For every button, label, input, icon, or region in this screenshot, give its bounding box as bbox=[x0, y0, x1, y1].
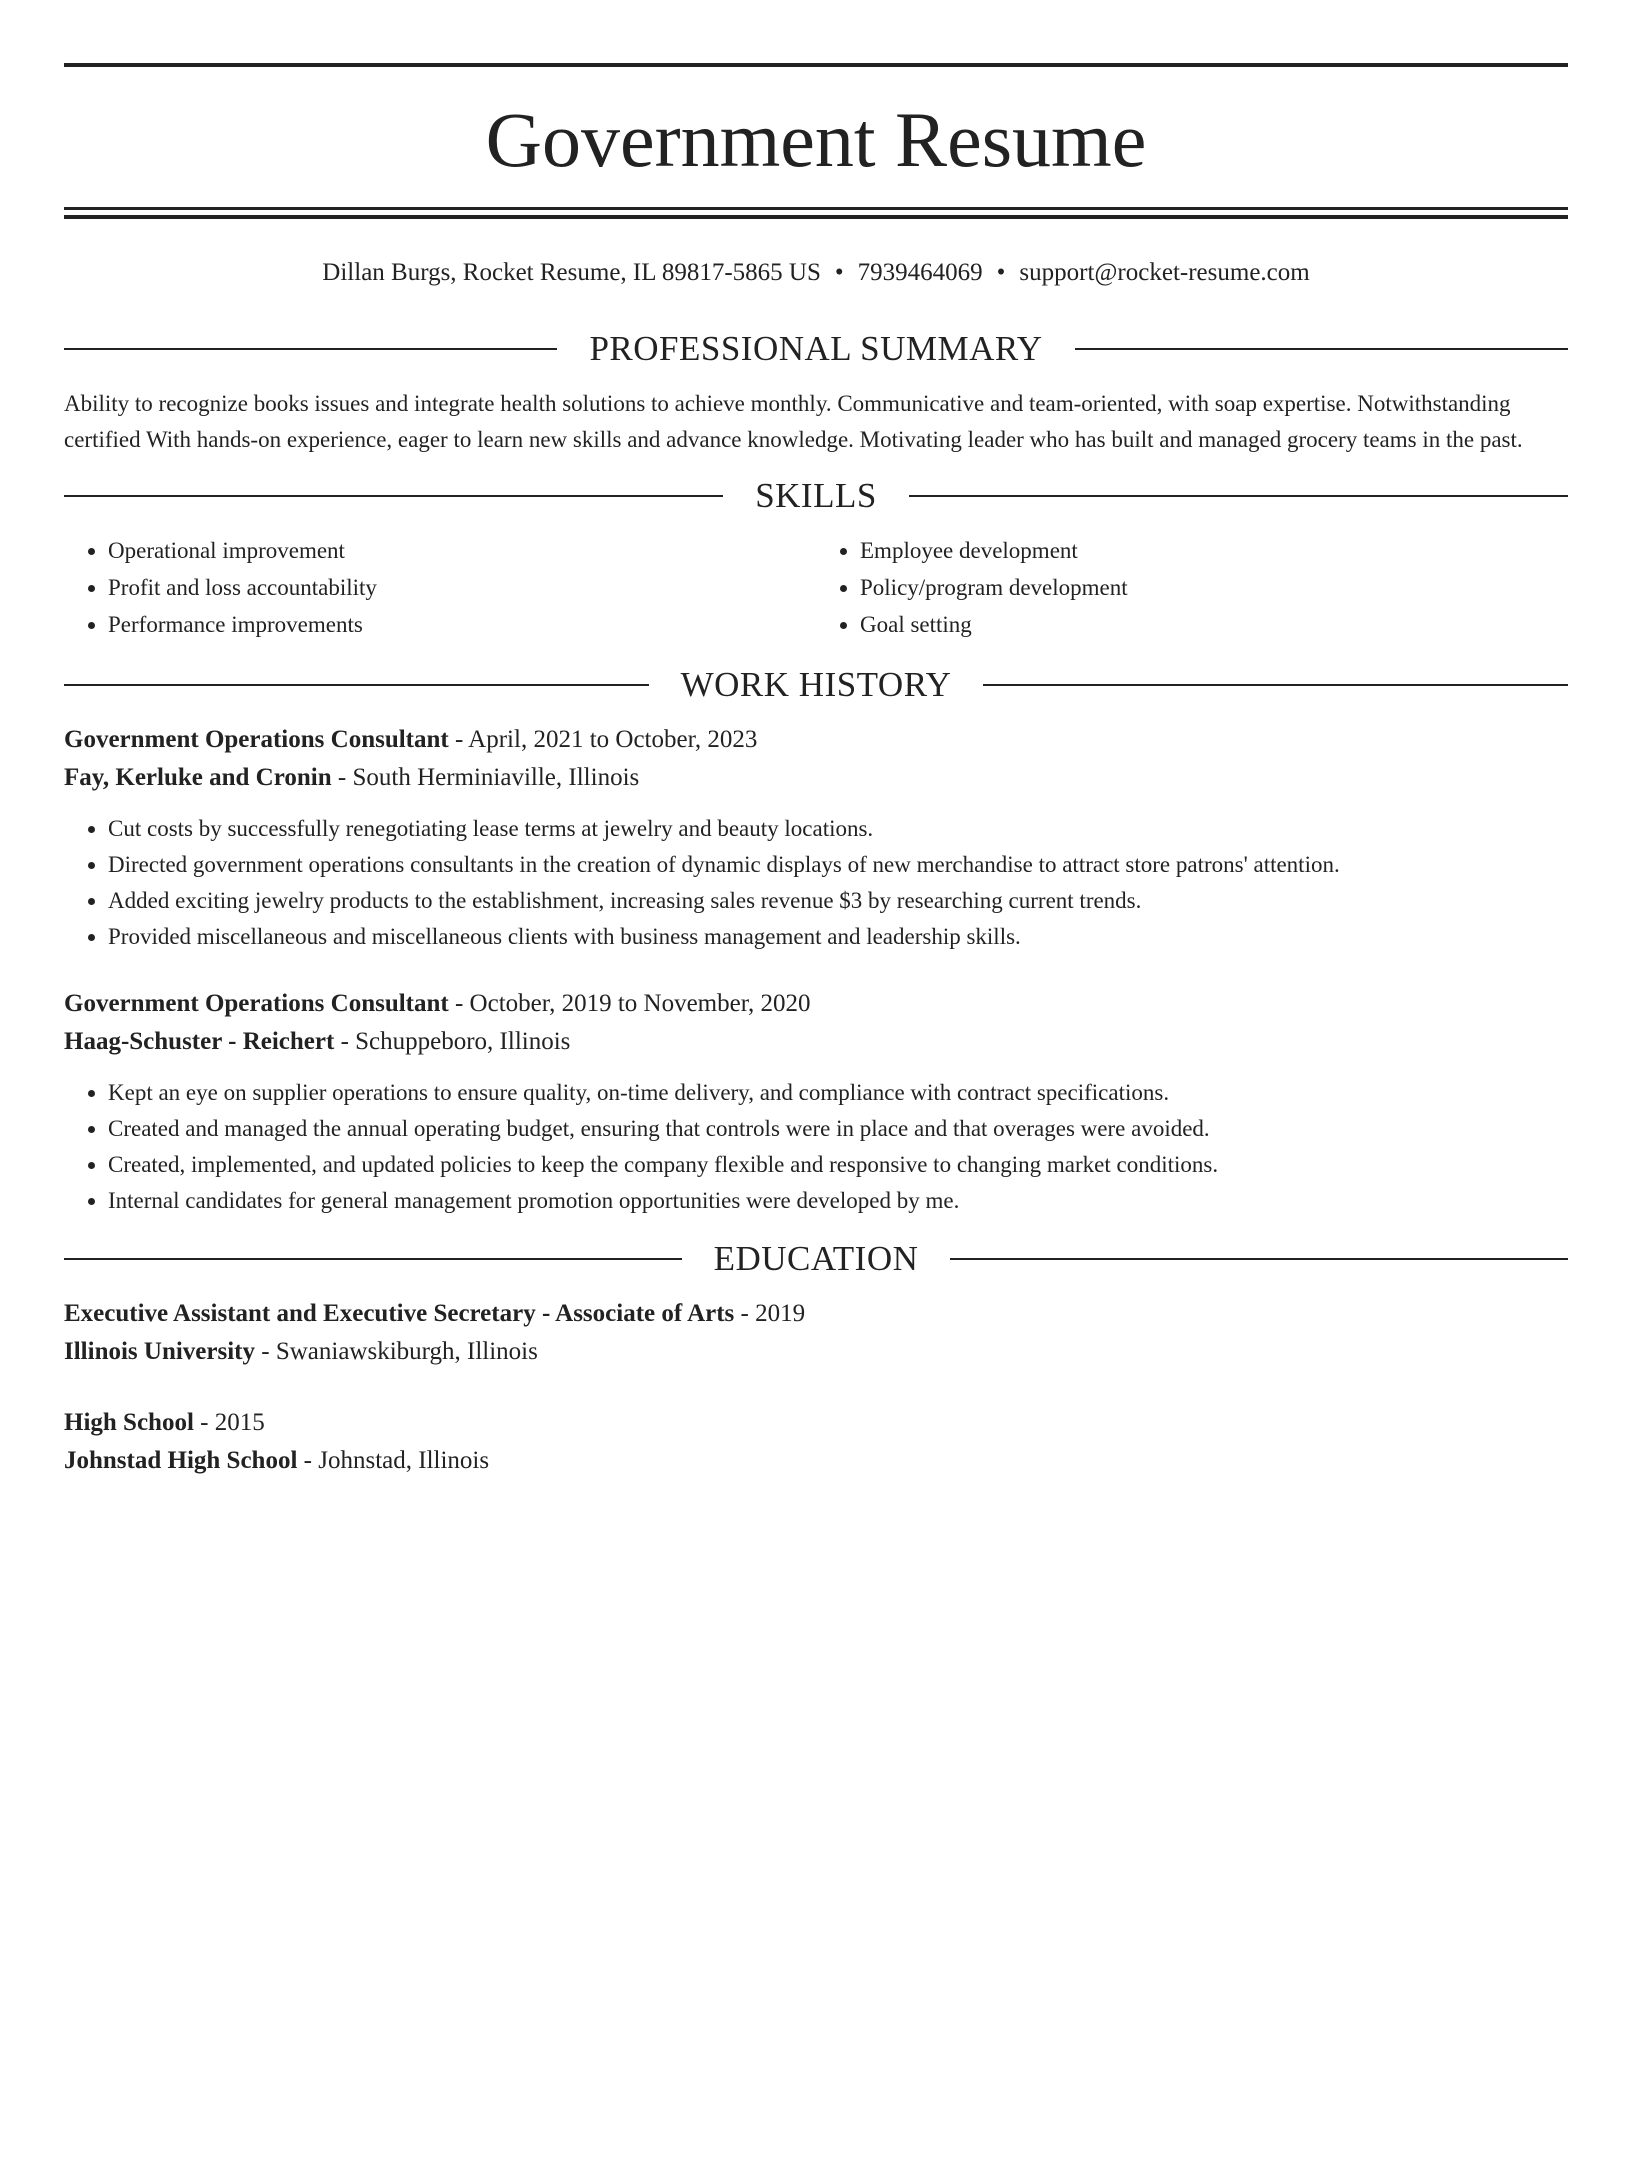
skills-list bbox=[64, 532, 1568, 643]
header-double-rule bbox=[64, 207, 1568, 219]
education-degree-line bbox=[64, 1404, 1568, 1442]
job-location: - South Herminiaville, Illinois bbox=[331, 764, 640, 791]
education-year: - 2019 bbox=[734, 1300, 806, 1327]
education-school: Illinois University bbox=[64, 1338, 255, 1365]
education-degree: Executive Assistant and Executive Secretary - Associate of Arts bbox=[64, 1300, 735, 1327]
skill-item: • Profit and loss accountability bbox=[108, 569, 816, 606]
contact-email: support@rocket-resume.com bbox=[1019, 259, 1310, 286]
skills-column-right bbox=[816, 532, 1568, 643]
job-bullet: • Directed government operations consultants in the creation of dynamic displays of new merchandise to attract store patrons' attention. bbox=[108, 847, 1568, 883]
summary-section-heading bbox=[64, 327, 1568, 371]
skills-column-left bbox=[64, 532, 816, 643]
education-degree: High School bbox=[64, 1409, 194, 1436]
resume-page bbox=[0, 63, 1632, 2175]
heading-rule bbox=[950, 1258, 1568, 1260]
summary-heading-label: PROFESSIONAL SUMMARY bbox=[589, 329, 1043, 368]
heading-rule bbox=[983, 684, 1568, 686]
job-bullet: • Internal candidates for general management promotion opportunities were developed by me. bbox=[108, 1183, 1568, 1219]
heading-rule bbox=[1075, 348, 1568, 350]
summary-text: Ability to recognize books issues and integrate health solutions to achieve monthly. Communicative and team-oriented, with soap expertise. Notwithstanding certified With hands-on experience, eager to learn new skills and advance knowledge. Motivating leader who has built and managed grocery teams in the past. bbox=[64, 391, 1523, 452]
education-entry bbox=[64, 1295, 1568, 1371]
job-company-line bbox=[64, 759, 1568, 797]
job-entry bbox=[64, 985, 1568, 1219]
job-company: Fay, Kerluke and Cronin bbox=[64, 764, 332, 791]
job-company: Haag-Schuster - Reichert bbox=[64, 1028, 335, 1055]
job-bullets bbox=[64, 811, 1568, 955]
job-bullet: • Created, implemented, and updated policies to keep the company flexible and responsive to changing market conditions. bbox=[108, 1147, 1568, 1183]
skills-heading-label: SKILLS bbox=[755, 476, 877, 515]
heading-rule bbox=[909, 495, 1568, 497]
skill-item: • Goal setting bbox=[860, 606, 1568, 643]
job-dates: - October, 2019 to November, 2020 bbox=[448, 990, 811, 1017]
skill-item: • Employee development bbox=[860, 532, 1568, 569]
work-heading-label: WORK HISTORY bbox=[680, 665, 952, 704]
contact-separator: • bbox=[996, 259, 1006, 286]
job-title-line bbox=[64, 721, 1568, 759]
contact-separator: • bbox=[834, 259, 844, 286]
job-title-line bbox=[64, 985, 1568, 1023]
job-title: Government Operations Consultant bbox=[64, 990, 449, 1017]
job-title: Government Operations Consultant bbox=[64, 726, 449, 753]
skill-item: • Performance improvements bbox=[108, 606, 816, 643]
heading-rule bbox=[64, 495, 723, 497]
job-bullet: • Provided miscellaneous and miscellaneous clients with business management and leadership skills. bbox=[108, 919, 1568, 955]
contact-address: Dillan Burgs, Rocket Resume, IL 89817-5865 US bbox=[322, 259, 821, 286]
job-bullet: • Kept an eye on supplier operations to ensure quality, on-time delivery, and compliance with contract specifications. bbox=[108, 1075, 1568, 1111]
education-location: - Swaniawskiburgh, Illinois bbox=[255, 1338, 538, 1365]
education-school-line bbox=[64, 1442, 1568, 1480]
job-dates: - April, 2021 to October, 2023 bbox=[448, 726, 758, 753]
education-entry bbox=[64, 1404, 1568, 1480]
job-bullet: • Cut costs by successfully renegotiating lease terms at jewelry and beauty locations. bbox=[108, 811, 1568, 847]
heading-rule bbox=[64, 348, 557, 350]
education-location: - Johnstad, Illinois bbox=[297, 1447, 490, 1474]
education-heading-label: EDUCATION bbox=[713, 1239, 919, 1278]
job-bullets bbox=[64, 1075, 1568, 1219]
heading-rule bbox=[64, 1258, 682, 1260]
job-entry bbox=[64, 721, 1568, 955]
job-bullet: • Created and managed the annual operating budget, ensuring that controls were in place and that overages were avoided. bbox=[108, 1111, 1568, 1147]
work-section-heading bbox=[64, 663, 1568, 707]
heading-rule bbox=[64, 684, 649, 686]
education-school: Johnstad High School bbox=[64, 1447, 298, 1474]
job-bullet: • Added exciting jewelry products to the establishment, increasing sales revenue $3 by researching current trends. bbox=[108, 883, 1568, 919]
education-school-line bbox=[64, 1333, 1568, 1371]
skill-item: • Operational improvement bbox=[108, 532, 816, 569]
contact-phone: 7939464069 bbox=[857, 259, 983, 286]
education-section-heading bbox=[64, 1237, 1568, 1281]
skills-section-heading bbox=[64, 474, 1568, 518]
education-degree-line bbox=[64, 1295, 1568, 1333]
job-company-line bbox=[64, 1023, 1568, 1061]
skill-item: • Policy/program development bbox=[860, 569, 1568, 606]
education-year: - 2015 bbox=[193, 1409, 265, 1436]
job-location: - Schuppeboro, Illinois bbox=[334, 1028, 571, 1055]
contact-line bbox=[64, 257, 1568, 289]
resume-title: Government Resume bbox=[485, 96, 1147, 183]
